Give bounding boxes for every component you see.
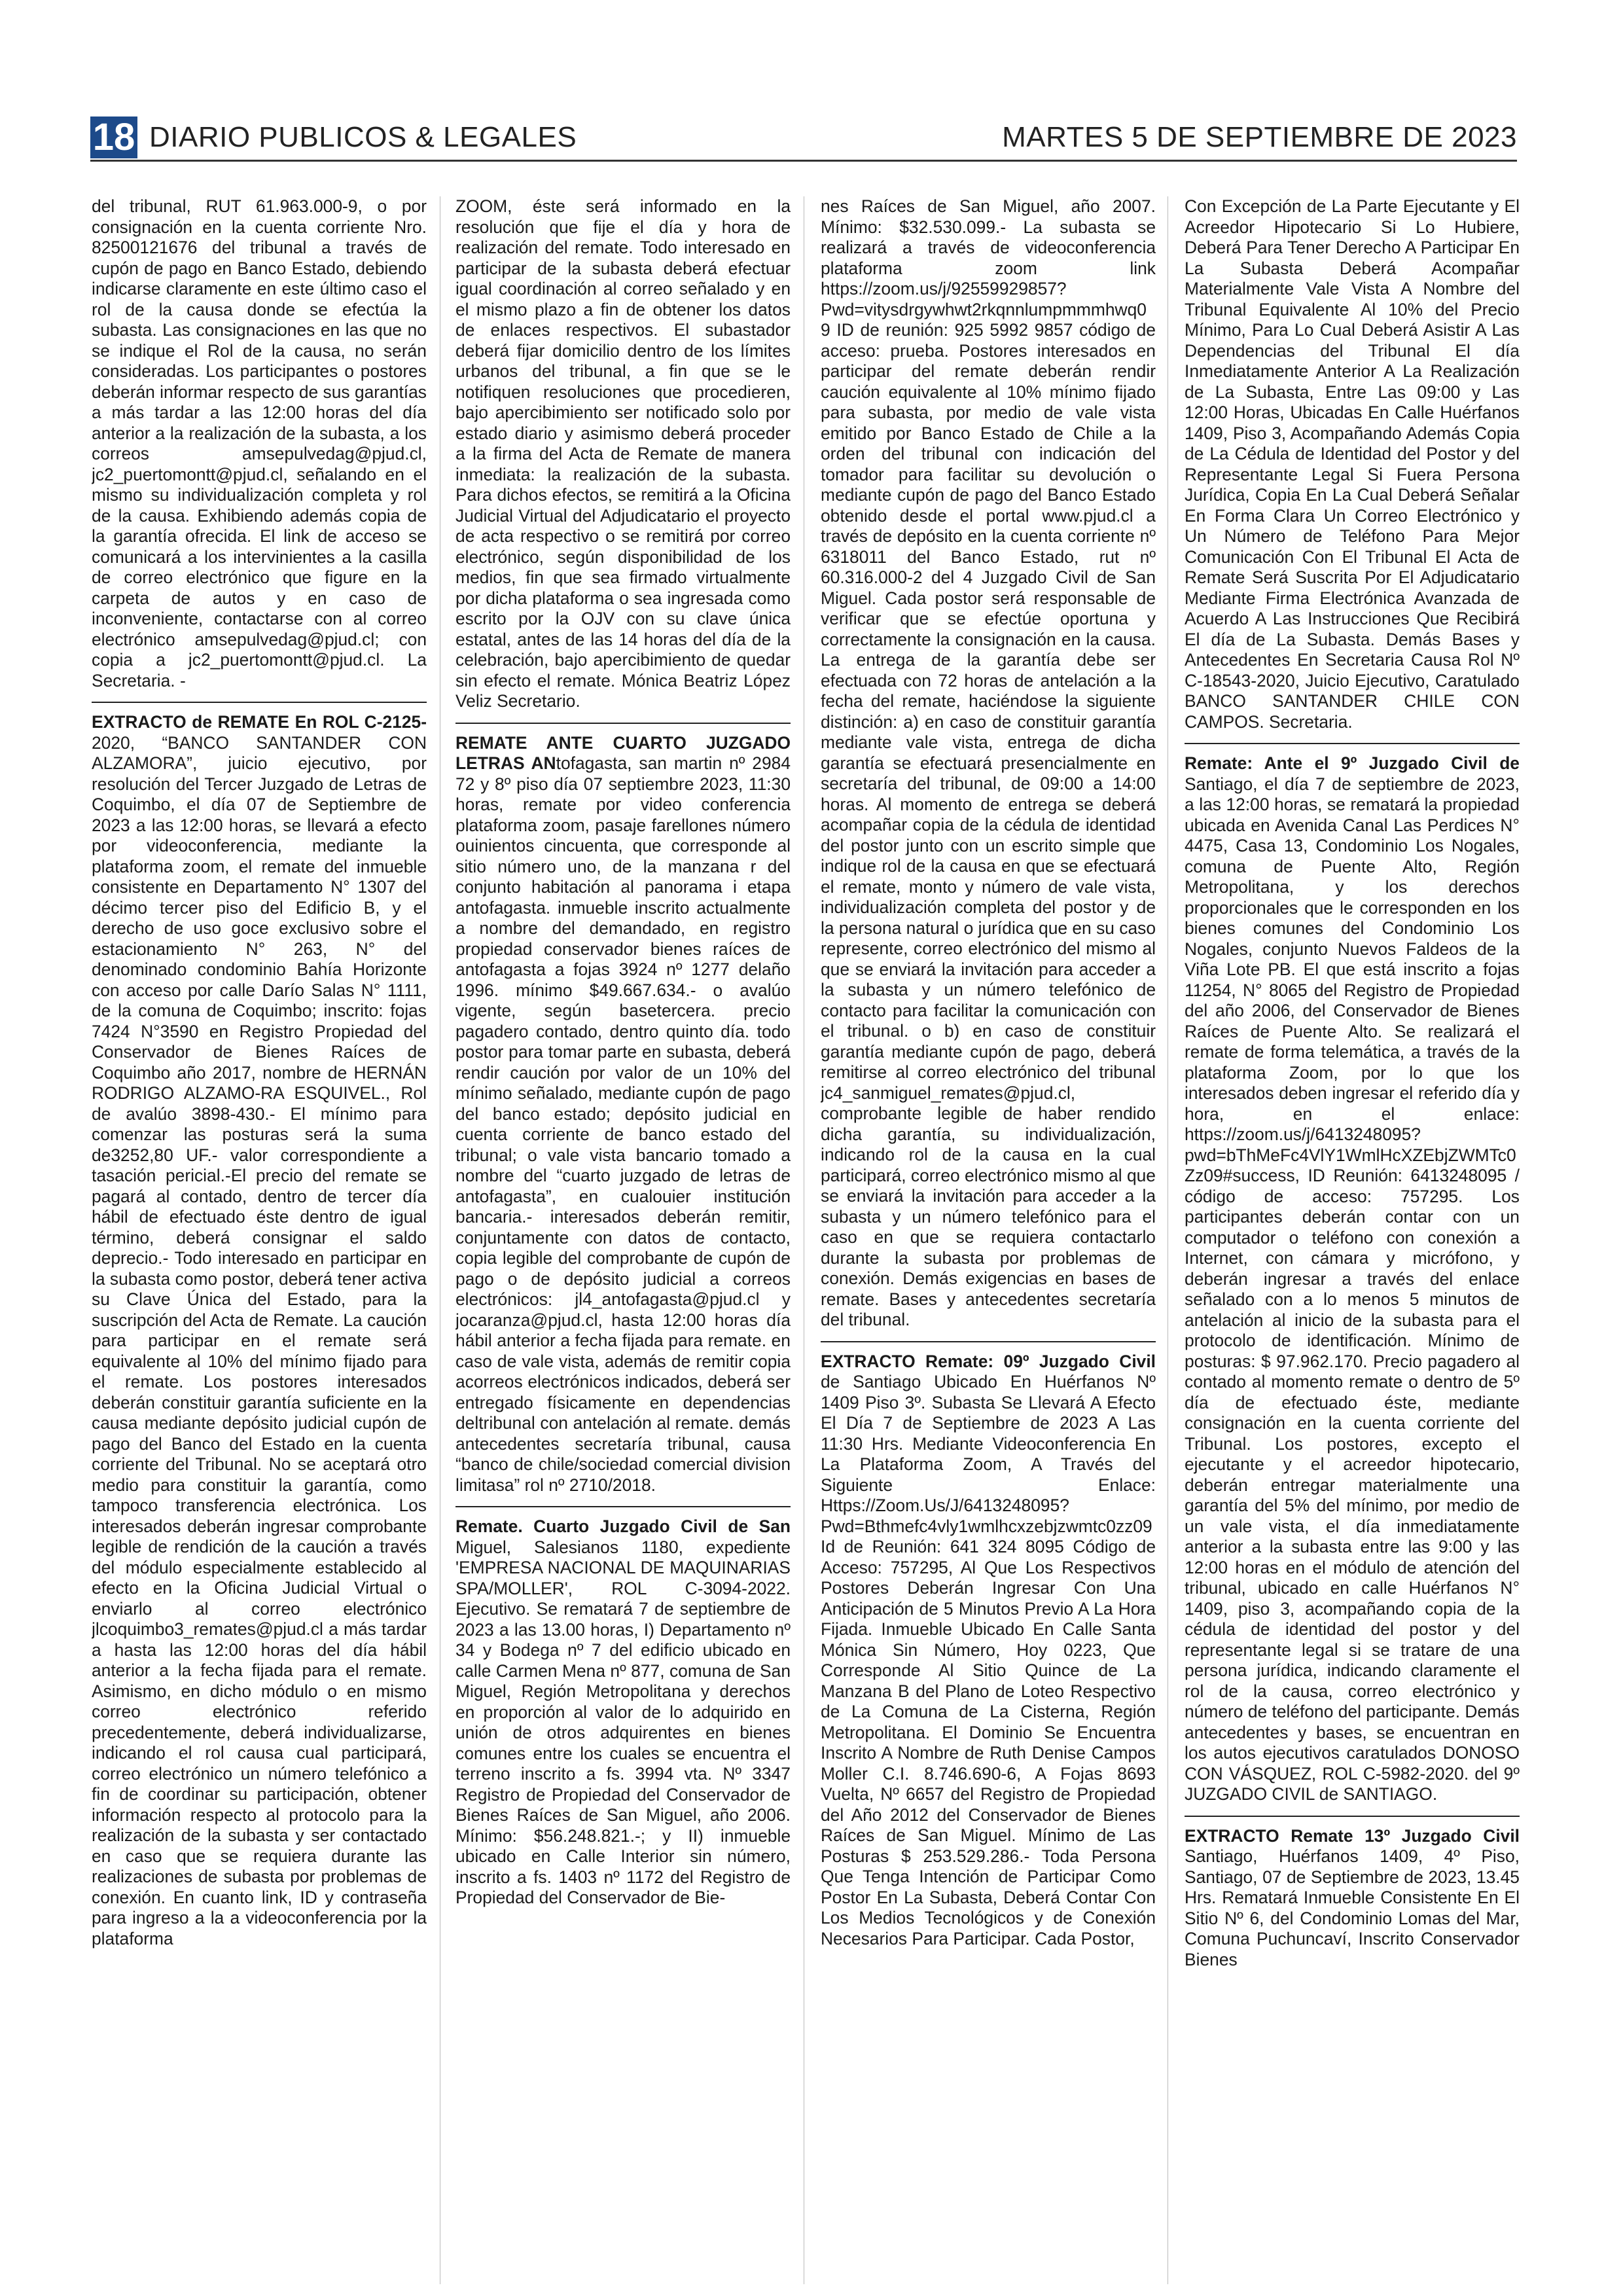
notice-body: Santiago, Huérfanos 1409, 4º Piso, Santiago, 07 de Septiembre de 2023, 13.45 Hrs. Rematará Inmueble Consistente En El Sitio Nº 6, del Condominio Lomas del Mar, Comuna Puchuncaví, Inscrito Conservador Bienes bbox=[1185, 1846, 1520, 1969]
notice-body: Santiago, el día 7 de septiembre de 2023, a las 12:00 horas, se rematará la propiedad ubicada en Avenida Canal Las Perdices N° 4475, Casa 13, Condominio Los Nogales, comuna de Puente Alto, Región Metropolitana, y los derechos proporcionales que le corresponden en los bienes comunes del Condominio Los Nogales, conjunto Nuevos Faldeos de la Viña Lote PB. El que está inscrito a fojas 11254, N° 8065 del Registro de Propiedad del año 2006, del Conservador de Bienes Raíces de Puente Alto. Se realizará el remate de forma telemática, a través de la plataforma Zoom, por lo que los interesados deben ingresar el referido día y hora, en el enlace: https://zoom.us/j/6413248095?pwd=bThMeFc4VlY1WmlHcXZEbjZWMTc0Zz09#success, ID Reunión: 6413248095 / código de acceso: 757295. Los participantes deberán contar con un computador o teléfono con conexión a Internet, con cámara y micrófono, y deberán ingresar a través del enlace señalado con a lo menos 5 minutos de antelación al inicio de la subasta para el protocolo de identificación. Mínimo de posturas: $ 97.962.170. Precio pagadero al contado al momento remate o dentro de 5º día de efectuado éste, mediante consignación en la cuenta corriente del Tribunal. Los postores, excepto el ejecutante y el acreedor hipotecario, deberán entregar materialmente una garantía del 5% del mínimo, por medio de un vale vista, el día inmediatamente anterior a la subasta entre las 9:00 y las 12:00 horas en el módulo de atención del tribunal, ubicado en calle Huérfanos N° 1409, piso 3, acompañando copia de la cédula de identidad del postor y del representante legal si se tratare de una persona jurídica, indicando claramente el rol de la causa, correo electrónico y número de teléfono del participante. Demás antecedentes y bases, se encuentran en los autos ejecutivos caratulados DONOSO CON VÁSQUEZ, ROL C-5982-2020. del 9º JUZGADO CIVIL de SANTIAGO. bbox=[1185, 774, 1520, 1804]
column-2 bbox=[455, 196, 791, 2284]
issue-date: MARTES 5 DE SEPTIEMBRE DE 2023 bbox=[1002, 121, 1517, 153]
notice-remate-antofagasta bbox=[455, 723, 791, 1496]
notice-remate-san-miguel bbox=[455, 1506, 791, 1909]
newspaper-title: DIARIO PUBLICOS & LEGALES bbox=[149, 121, 577, 153]
column-3 bbox=[821, 196, 1156, 2284]
notice-heading: REMATE ANTE CUARTO JUZGADO LETRAS AN bbox=[455, 732, 791, 773]
notice-body: Miguel, Salesianos 1180, expediente 'EMPRESA NACIONAL DE MAQUINARIAS SPA/MOLLER', ROL C-3094-2022. Ejecutivo. Se rematará 7 de septiembre de 2023 a las 13.00 horas, I) Departamento nº 34 y Bodega nº 7 del edificio ubicado en calle Carmen Mena nº 877, comuna de San Miguel, Región Metropolitana y derechos en proporción al valor de lo adquirido en unión de otros adquirentes en bienes comunes entre los cuales se encuentra el terreno inscrito a fs. 3994 vta. Nº 3347 Registro de Propiedad del Conservador de Bienes Raíces de San Miguel, año 2006. Mínimo: $56.248.821.-; y II) inmueble ubicado en Calle Interior sin número, inscrito a fs. 1403 nº 1172 del Registro de Propiedad del Conservador de Bie- bbox=[455, 1537, 791, 1907]
notice-extracto-remate-09-juzgado bbox=[821, 1341, 1156, 1950]
header-rule bbox=[90, 160, 1517, 162]
notice-body: de Santiago Ubicado En Huérfanos Nº 1409 Piso 3º. Subasta Se Llevará A Efecto El Día 7 de Septiembre de 2023 A Las 11:30 Hrs. Mediante Videoconferencia En La Plataforma Zoom, A Través del Siguiente Enlace: Https://Zoom.Us/J/6413248095?Pwd=Bthmefc4vly1wmlhcxzebjzwmtc0zz09 Id de Reunión: 641 324 8095 Código de Acceso: 757295, Al Que Los Respectivos Postores Deberán Ingresar Con Una Anticipación de 5 Minutos Previo A La Hora Fijada. Inmueble Ubicado En Calle Santa Mónica Sin Número, Hoy 0223, Que Corresponde Al Sitio Quince de La Manzana B del Plano de Loteo Respectivo de La Comuna de La Cisterna, Región Metropolitana. El Dominio Se Encuentra Inscrito A Nombre de Ruth Denise Campos Moller C.I. 8.746.690-6, A Fojas 8693 Vuelta, Nº 6657 del Registro de Propiedad del Año 2012 del Conservador de Bienes Raíces de San Miguel. Mínimo de Las Posturas $ 253.529.286.- Toda Persona Que Tenga Intención de Participar Como Postor En La Subasta, Deberá Contar Con Los Medios Tecnológicos y de Conexión Necesarios Para Participar. Cada Postor, bbox=[821, 1372, 1156, 1948]
column-4 bbox=[1185, 196, 1520, 2284]
notice-heading: Remate. Cuarto Juzgado Civil de San bbox=[455, 1516, 791, 1536]
notice-remate-9-juzgado-civil bbox=[1185, 743, 1520, 1805]
notice-continuation: Con Excepción de La Parte Ejecutante y El Acreedor Hipotecario Si Lo Hubiere, Deberá Para Tener Derecho A Participar En La Subasta Deberá Acompañar Materialmente Vale Vista A Nombre del Tribunal Equivalente Al 10% del Precio Mínimo, Para Lo Cual Deberá Asistir A Las Dependencias del Tribunal El día Inmediatamente Anterior A La Realización de La Subasta, Entre Las 09:00 y Las 12:00 Horas, Ubicadas En Calle Huérfanos 1409, Piso 3, Acompañando Además Copia de La Cédula de Identidad del Postor y del Representante Legal Si Fuera Persona Jurídica, Copia En La Cual Deberá Señalar En Forma Clara Un Correo Electrónico y Un Número de Teléfono Para Mejor Comunicación Con El Tribunal El Acta de Remate Será Suscrita Por El Adjudicatario Mediante Firma Electrónica Avanzada de Acuerdo A Las Instrucciones Que Recibirá El día de La Subasta. Demás Bases y Antecedentes En Secretaria Causa Rol Nº C-18543-2020, Juicio Ejecutivo, Caratulado BANCO SANTANDER CHILE CON CAMPOS. Secretaria. bbox=[1185, 196, 1520, 732]
notice-heading: EXTRACTO Remate: 09º Juzgado Civil bbox=[821, 1351, 1156, 1371]
page-header bbox=[90, 117, 1517, 158]
column-1 bbox=[92, 196, 427, 2284]
notice-continuation: del tribunal, RUT 61.963.000-9, o por consignación en la cuenta corriente Nro. 82500121676 del tribunal a través de cupón de pago en Banco Estado, debiendo indicarse claramente en este último caso el rol de la causa donde se efectúa la subasta. Las consignaciones en las que no se indique el Rol de la causa, no serán consideradas. Los participantes o postores deberán informar respecto de sus garantías a más tardar a las 12:00 horas del día anterior a la realización de la subasta, a los correos amsepulvedag@pjud.cl, jc2_puertomontt@pjud.cl, señalando en el mismo su individualización completa y rol de la causa. Exhibiendo además copia de la garantía ofrecida. El link de acceso se comunicará a los intervinientes a la casilla de correo electrónico que figure en la carpeta de autos y en caso de inconveniente, contactarse con al correo electrónico amsepulvedag@pjud.cl; con copia a jc2_puertomontt@pjud.cl. La Secretaria. - bbox=[92, 196, 427, 691]
notice-heading: EXTRACTO de REMATE En ROL C-2125- bbox=[92, 712, 427, 732]
notice-continuation: nes Raíces de San Miguel, año 2007. Mínimo: $32.530.099.- La subasta se realizará a través de videoconferencia plataforma zoom link https://zoom.us/j/92559929857?Pwd=vitysdrgywhwt2rkqnnlumpmmmhwq09 ID de reunión: 925 5992 9857 código de acceso: prueba. Postores interesados en participar del remate deberán rendir caución equivalente al 10% mínimo fijado para subasta, por medio de vale vista emitido por Banco Estado de Chile a la orden del tribunal con indicación del tomador para facilitar su devolución o mediante cupón de pago del Banco Estado obtenido desde el portal www.pjud.cl a través de depósito en la cuenta corriente nº 6318011 del Banco Estado, rut nº 60.316.000-2 del 4 Juzgado Civil de San Miguel. Cada postor será responsable de verificar que se efectúe oportuna y correctamente la consignación en la causa. La entrega de la garantía debe ser efectuada con 72 horas de antelación a la fecha del remate, haciéndose la siguiente distinción: a) en caso de constituir garantía mediante vale vista, entrega de dicha garantía se efectuará presencialmente en secretaría del tribunal, de 09:00 a 14:00 horas. Al momento de entrega se deberá acompañar copia de la cédula de identidad del postor junto con un escrito simple que indique rol de la causa en que se efectuará el remate, monto y número de vale vista, individualización completa del postor y de la persona natural o jurídica que en su caso represente, correo electrónico del mismo al que se enviará la invitación para acceder a la subasta y un número telefónico de contacto para facilitar la comunicación con el tribunal. o b) en caso de constituir garantía mediante cupón de pago, deberá remitirse al correo electrónico del tribunal jc4_sanmiguel_remates@pjud.cl, comprobante legible de haber rendido dicha garantía, su individualización, indicando rol de la causa en la cual participará, correo electrónico mismo al que se enviará la invitación para acceder a la subasta y un número telefónico para el caso en que se requiera contactarlo durante la subasta por problemas de conexión. Demás exigencias en bases de remate. Bases y antecedentes secretaría del tribunal. bbox=[821, 196, 1156, 1329]
notice-continuation: ZOOM, éste será informado en la resolución que fije el día y hora de realización del remate. Todo interesado en participar de la subasta deberá efectuar igual coordinación al correo señalado y en el mismo plazo a fin de obtener los datos de enlaces respectivos. El subastador deberá fijar domicilio dentro de los límites urbanos del tribunal, a fin que se le notifiquen resoluciones que procedieren, bajo apercibimiento ser notificado solo por estado diario y asimismo deberá proceder a la firma del Acta de Remate de manera inmediata: la realización de la subasta. Para dichos efectos, se remitirá a la Oficina Judicial Virtual del Adjudicatario el proyecto de acta respectivo o se remitirá por correo electrónico, según disponibilidad de los medios, fin que sea firmado virtualmente por dicha plataforma o sea ingresada como escrito por la OJV con su clave única estatal, antes de las 14 horas del día de la celebración, bajo apercibimiento de quedar sin efecto el remate. Mónica Beatriz López Veliz Secretario. bbox=[455, 196, 791, 711]
notice-extracto-remate-coquimbo bbox=[92, 702, 427, 1949]
notice-body: 2020, “BANCO SANTANDER CON ALZAMORA”, juicio ejecutivo, por resolución del Tercer Juzgado de Letras de Coquimbo, el día 07 de Septiembre de 2023 a las 12:00 horas, se llevará a efecto por videoconferencia, mediante la plataforma zoom, el remate del inmueble consistente en Departamento N° 1307 del décimo tercer piso del Edificio B, y el derecho de uso goce exclusivo sobre el estacionamiento N° 263, N° del denominado condominio Bahía Horizonte con acceso por calle Darío Salas N° 1111, de la comuna de Coquimbo; inscrito: fojas 7424 N°3590 en Registro Propiedad del Conservador de Bienes Raíces de Coquimbo año 2017, nombre de HERNÁN RODRIGO ALZAMO-RA ESQUIVEL., Rol de avalúo 3898-430.- El mínimo para comenzar las posturas será la suma de3252,80 UF.- valor correspondiente a tasación pericial.-El precio del remate se pagará al contado, dentro de tercer día hábil de efectuado éste dentro de igual término, deberá consignar el saldo deprecio.- Todo interesado en participar en la subasta como postor, deberá tener activa su Clave Única del Estado, para la suscripción del Acta de Remate. La caución para participar en el remate será equivalente al 10% del mínimo fijado para el remate. Los postores interesados deberán constituir garantía suficiente en la causa mediante depósito judicial cupón de pago del Banco del Estado en la cuenta corriente del Tribunal. No se aceptará otro medio para constituir la garantía, como tampoco transferencia electrónica. Los interesados deberán ingresar comprobante legible de rendición de la caución a través del módulo especialmente establecido al efecto en la Oficina Judicial Virtual o enviarlo al correo electrónico jlcoquimbo3_remates@pjud.cl a más tardar a hasta las 12:00 horas del día hábil anterior a la fecha fijada para el remate. Asimismo, en dicho módulo o en mismo correo electrónico referido precedentemente, deberá individualizarse, indicando el rol causa cual participará, correo electrónico un número telefónico a fin de coordinar su participación, obtener información respecto al protocolo para la realización de la subasta y ser contactado en caso que se requiera durante las realizaciones de subasta por problemas de conexión. En cuanto link, ID y contraseña para ingreso a la a videoconferencia por la plataforma bbox=[92, 732, 427, 1948]
page-number: 18 bbox=[90, 117, 137, 158]
notice-extracto-remate-13-juzgado bbox=[1185, 1816, 1520, 1971]
notice-heading: Remate: Ante el 9º Juzgado Civil de bbox=[1185, 753, 1520, 773]
notice-body: tofagasta, san martin nº 2984 72 y 8º piso día 07 septiembre 2023, 11:30 horas, remate por video conferencia plataforma zoom, pasaje farellones número ouinientos cincuenta, que corresponde al sitio número uno, de la manzana r del conjunto habitación al panorama i etapa antofagasta. inmueble inscrito actualmente a nombre del demandado, en registro propiedad conservador bienes raíces de antofagasta a fojas 3924 nº 1277 delaño 1996. mínimo $49.667.634.- o avalúo vigente, según basetercera. precio pagadero contado, dentro quinto día. todo postor para tomar parte en subasta, deberá rendir caución por valor de un 10% del mínimo señalado, mediante cupón de pago del banco estado; depósito judicial en cuenta corriente de banco estado del tribunal; o vale vista bancario tomado a nombre del “cuarto juzgado de letras de antofagasta”, en cualouier institución bancaria.- interesados deberán remitir, conjuntamente con datos de contacto, copia legible del comprobante de cupón de pago o de depósito judicial a correos electrónicos: jl4_antofagasta@pjud.cl y jocaranza@pjud.cl, hasta 12:00 horas día hábil anterior a fecha fijada para remate. en caso de vale vista, además de remitir copia acorreos electrónicos indicados, deberá ser entregado físicamente en dependencias deltribunal con antelación al remate. demás antecedentes secretaría tribunal, causa “banco de chile/sociedad comercial division limitasa” rol nº 2710/2018. bbox=[455, 753, 791, 1495]
notice-heading: EXTRACTO Remate 13º Juzgado Civil bbox=[1185, 1825, 1520, 1846]
